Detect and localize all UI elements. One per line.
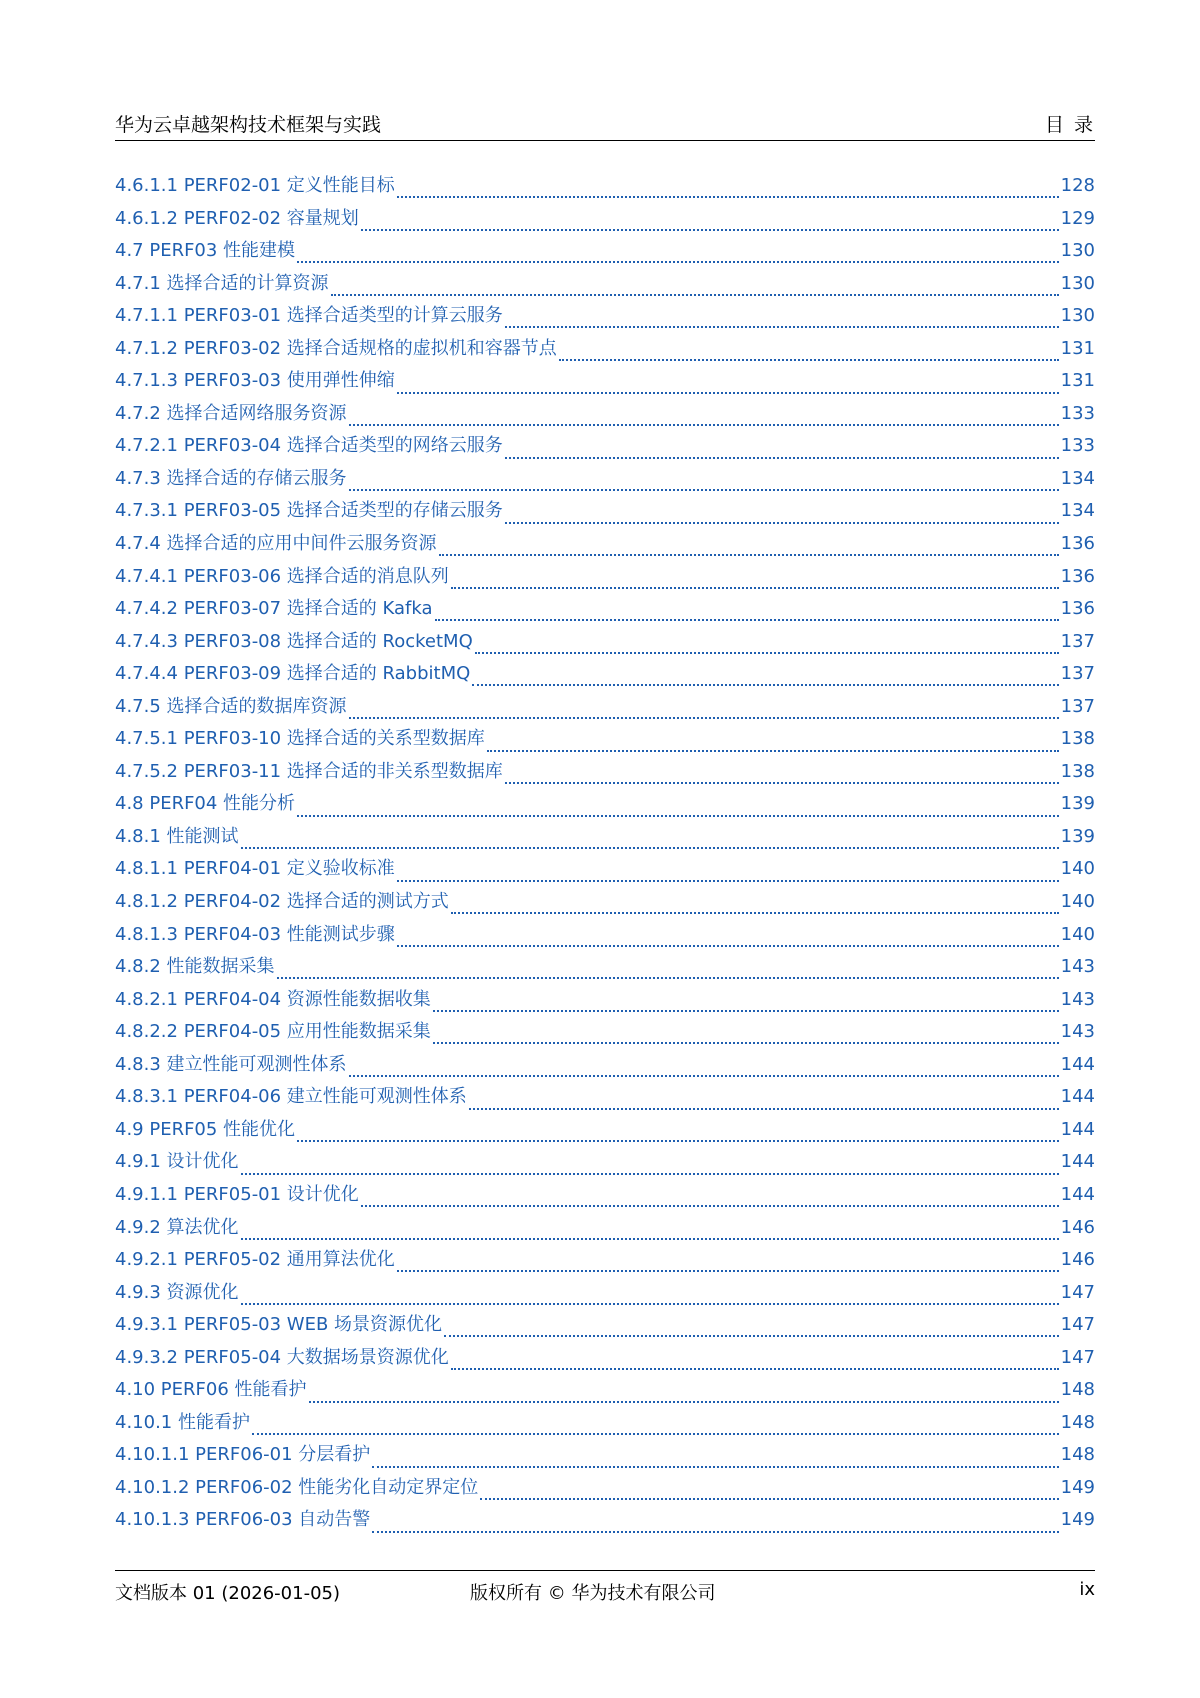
toc-entry-page[interactable]: 149 — [1060, 1509, 1095, 1531]
toc-entry[interactable] — [115, 1179, 1095, 1212]
toc-entry-page[interactable]: 148 — [1060, 1444, 1095, 1466]
toc-entry-title[interactable]: 4.8.3.1 PERF04-06 建立性能可观测性体系 — [115, 1086, 467, 1108]
toc-entry-page[interactable]: 137 — [1060, 630, 1095, 652]
toc-entry[interactable] — [115, 495, 1095, 528]
toc-entry-page[interactable]: 131 — [1060, 337, 1095, 359]
toc-entry[interactable] — [115, 398, 1095, 431]
toc-leader-dots — [487, 744, 1059, 752]
toc-entry[interactable] — [115, 984, 1095, 1017]
toc-leader-dots — [435, 613, 1059, 621]
toc-entry[interactable] — [115, 1277, 1095, 1310]
toc-leader-dots — [397, 939, 1059, 947]
toc-entry[interactable] — [115, 1407, 1095, 1440]
page-number: ix — [1079, 1579, 1095, 1600]
table-of-contents — [115, 170, 1095, 1537]
toc-entry-page[interactable]: 140 — [1060, 923, 1095, 945]
toc-leader-dots — [480, 1492, 1058, 1500]
toc-entry-title[interactable]: 4.7.4.2 PERF03-07 选择合适的 Kafka — [115, 598, 433, 620]
toc-entry-page[interactable]: 129 — [1060, 207, 1095, 229]
toc-entry-title[interactable]: 4.8.2.1 PERF04-04 资源性能数据收集 — [115, 988, 431, 1010]
toc-entry[interactable] — [115, 1504, 1095, 1537]
toc-entry-title[interactable]: 4.10.1 性能看护 — [115, 1411, 250, 1433]
toc-entry-title[interactable]: 4.6.1.2 PERF02-02 容量规划 — [115, 207, 359, 229]
toc-entry[interactable] — [115, 788, 1095, 821]
toc-leader-dots — [469, 1102, 1059, 1110]
toc-entry-title[interactable]: 4.8.1.2 PERF04-02 选择合适的测试方式 — [115, 891, 449, 913]
toc-entry[interactable] — [115, 658, 1095, 691]
toc-entry-title[interactable]: 4.8 PERF04 性能分析 — [115, 793, 296, 815]
toc-entry-title[interactable]: 4.7.4.3 PERF03-08 选择合适的 RocketMQ — [115, 630, 473, 652]
toc-entry-title[interactable]: 4.10 PERF06 性能看护 — [115, 1379, 307, 1401]
toc-entry-page[interactable]: 147 — [1060, 1281, 1095, 1303]
toc-entry-title[interactable]: 4.7.2.1 PERF03-04 选择合适类型的网络云服务 — [115, 435, 503, 457]
toc-entry-title[interactable]: 4.8.1.1 PERF04-01 定义验收标准 — [115, 858, 395, 880]
toc-leader-dots — [361, 223, 1059, 231]
toc-entry-page[interactable]: 137 — [1060, 663, 1095, 685]
toc-entry-title[interactable]: 4.7.5 选择合适的数据库资源 — [115, 695, 347, 717]
toc-entry-title[interactable]: 4.10.1.3 PERF06-03 自动告警 — [115, 1509, 371, 1531]
toc-entry[interactable] — [115, 691, 1095, 724]
toc-entry-title[interactable]: 4.7.5.1 PERF03-10 选择合适的关系型数据库 — [115, 728, 485, 750]
toc-leader-dots — [372, 1525, 1058, 1533]
toc-entry-page[interactable]: 144 — [1060, 1183, 1095, 1205]
toc-entry-page[interactable]: 146 — [1060, 1216, 1095, 1238]
toc-entry-page[interactable]: 134 — [1060, 467, 1095, 489]
toc-entry-title[interactable]: 4.7.1.3 PERF03-03 使用弹性伸缩 — [115, 370, 395, 392]
toc-leader-dots — [241, 841, 1059, 849]
toc-entry-page[interactable]: 139 — [1060, 793, 1095, 815]
document-version: 文档版本 01 (2026-01-05) — [115, 1583, 340, 1604]
toc-leader-dots — [397, 190, 1059, 198]
toc-entry[interactable] — [115, 365, 1095, 398]
toc-entry[interactable] — [115, 1081, 1095, 1114]
toc-entry-title[interactable]: 4.7.4.1 PERF03-06 选择合适的消息队列 — [115, 565, 449, 587]
toc-leader-dots — [331, 288, 1059, 296]
toc-leader-dots — [309, 1395, 1059, 1403]
toc-entry[interactable] — [115, 1309, 1095, 1342]
toc-entry[interactable] — [115, 756, 1095, 789]
page-footer — [115, 1570, 1095, 1611]
toc-entry-title[interactable]: 4.9.3.1 PERF05-03 WEB 场景资源优化 — [115, 1314, 443, 1336]
toc-entry-page[interactable]: 138 — [1060, 760, 1095, 782]
toc-entry-title[interactable]: 4.7.3 选择合适的存储云服务 — [115, 467, 347, 489]
toc-entry[interactable] — [115, 626, 1095, 659]
toc-leader-dots — [241, 1232, 1059, 1240]
toc-entry-title[interactable]: 4.8.2 性能数据采集 — [115, 956, 275, 978]
toc-entry[interactable] — [115, 561, 1095, 594]
toc-entry-title[interactable]: 4.6.1.1 PERF02-01 定义性能目标 — [115, 175, 395, 196]
document-title: 华为云卓越架构技术框架与实践 — [115, 114, 382, 136]
toc-entry-page[interactable]: 136 — [1060, 598, 1095, 620]
toc-entry-page[interactable]: 133 — [1060, 435, 1095, 457]
toc-entry-page[interactable]: 133 — [1060, 402, 1095, 424]
toc-leader-dots — [472, 678, 1058, 686]
page-header — [115, 108, 1095, 141]
toc-entry-title[interactable]: 4.7.2 选择合适网络服务资源 — [115, 402, 347, 424]
toc-entry-page[interactable]: 144 — [1060, 1118, 1095, 1140]
toc-entry-page[interactable]: 144 — [1060, 1086, 1095, 1108]
toc-entry[interactable] — [115, 853, 1095, 886]
toc-entry[interactable] — [115, 919, 1095, 952]
toc-entry-title[interactable]: 4.9.3 资源优化 — [115, 1281, 239, 1303]
toc-entry[interactable] — [115, 886, 1095, 919]
toc-entry-page[interactable]: 140 — [1060, 891, 1095, 913]
toc-entry[interactable] — [115, 1016, 1095, 1049]
toc-entry[interactable] — [115, 333, 1095, 366]
toc-entry-title[interactable]: 4.9.2.1 PERF05-02 通用算法优化 — [115, 1249, 395, 1271]
toc-leader-dots — [372, 1460, 1058, 1468]
toc-entry[interactable] — [115, 723, 1095, 756]
toc-entry[interactable] — [115, 1146, 1095, 1179]
toc-leader-dots — [505, 451, 1059, 459]
toc-leader-dots — [241, 1167, 1059, 1175]
toc-entry-title[interactable]: 4.7.4.4 PERF03-09 选择合适的 RabbitMQ — [115, 663, 471, 685]
toc-entry-page[interactable]: 147 — [1060, 1314, 1095, 1336]
toc-entry-page[interactable]: 137 — [1060, 695, 1095, 717]
toc-entry-page[interactable]: 143 — [1060, 1021, 1095, 1043]
toc-entry-title[interactable]: 4.8.2.2 PERF04-05 应用性能数据采集 — [115, 1021, 431, 1043]
toc-entry-page[interactable]: 138 — [1060, 728, 1095, 750]
toc-entry-page[interactable]: 136 — [1060, 533, 1095, 555]
toc-entry-page[interactable]: 128 — [1060, 175, 1095, 196]
toc-entry-title[interactable]: 4.7.1 选择合适的计算资源 — [115, 272, 329, 294]
toc-entry-page[interactable]: 136 — [1060, 565, 1095, 587]
toc-entry[interactable] — [115, 203, 1095, 236]
toc-leader-dots — [297, 1134, 1059, 1142]
toc-leader-dots — [397, 1264, 1059, 1272]
toc-entry[interactable] — [115, 1114, 1095, 1147]
toc-entry[interactable] — [115, 268, 1095, 301]
toc-leader-dots — [397, 874, 1059, 882]
toc-entry[interactable] — [115, 951, 1095, 984]
toc-entry-title[interactable]: 4.9.1 设计优化 — [115, 1151, 239, 1173]
toc-leader-dots — [559, 353, 1059, 361]
toc-entry[interactable] — [115, 430, 1095, 463]
toc-leader-dots — [241, 1297, 1059, 1305]
toc-entry-page[interactable]: 143 — [1060, 956, 1095, 978]
toc-leader-dots — [297, 809, 1059, 817]
toc-entry-title[interactable]: 4.8.1 性能测试 — [115, 825, 239, 847]
toc-entry[interactable] — [115, 170, 1095, 203]
toc-entry-title[interactable]: 4.7.1.1 PERF03-01 选择合适类型的计算云服务 — [115, 305, 503, 327]
toc-leader-dots — [505, 516, 1059, 524]
toc-leader-dots — [349, 711, 1059, 719]
toc-entry[interactable] — [115, 821, 1095, 854]
toc-entry[interactable] — [115, 1439, 1095, 1472]
toc-entry-page[interactable]: 139 — [1060, 825, 1095, 847]
toc-entry-title[interactable]: 4.8.1.3 PERF04-03 性能测试步骤 — [115, 923, 395, 945]
toc-entry-title[interactable]: 4.7 PERF03 性能建模 — [115, 240, 296, 262]
toc-entry-title[interactable]: 4.10.1.1 PERF06-01 分层看护 — [115, 1444, 371, 1466]
toc-entry[interactable] — [115, 593, 1095, 626]
toc-entry-page[interactable]: 140 — [1060, 858, 1095, 880]
toc-entry-page[interactable]: 131 — [1060, 370, 1095, 392]
toc-entry-title[interactable]: 4.10.1.2 PERF06-02 性能劣化自动定界定位 — [115, 1476, 479, 1498]
toc-entry[interactable] — [115, 528, 1095, 561]
toc-leader-dots — [451, 906, 1059, 914]
toc-entry[interactable] — [115, 300, 1095, 333]
toc-leader-dots — [433, 1004, 1059, 1012]
toc-entry-title[interactable]: 4.9.3.2 PERF05-04 大数据场景资源优化 — [115, 1346, 449, 1368]
toc-leader-dots — [475, 646, 1059, 654]
toc-entry-title[interactable]: 4.7.3.1 PERF03-05 选择合适类型的存储云服务 — [115, 500, 503, 522]
toc-entry-page[interactable]: 148 — [1060, 1411, 1095, 1433]
toc-leader-dots — [277, 971, 1059, 979]
toc-leader-dots — [505, 320, 1059, 328]
toc-leader-dots — [433, 1036, 1059, 1044]
toc-entry-page[interactable]: 149 — [1060, 1476, 1095, 1498]
toc-entry-page[interactable]: 130 — [1060, 305, 1095, 327]
toc-leader-dots — [451, 1362, 1059, 1370]
toc-entry-title[interactable]: 4.7.4 选择合适的应用中间件云服务资源 — [115, 533, 437, 555]
section-title: 目 录 — [1044, 114, 1095, 136]
toc-leader-dots — [505, 776, 1059, 784]
toc-entry-title[interactable]: 4.7.5.2 PERF03-11 选择合适的非关系型数据库 — [115, 760, 503, 782]
toc-entry[interactable] — [115, 1212, 1095, 1245]
toc-entry-title[interactable]: 4.9.1.1 PERF05-01 设计优化 — [115, 1183, 359, 1205]
toc-leader-dots — [397, 386, 1059, 394]
toc-entry-page[interactable]: 143 — [1060, 988, 1095, 1010]
toc-leader-dots — [349, 1069, 1059, 1077]
toc-entry-title[interactable]: 4.8.3 建立性能可观测性体系 — [115, 1053, 347, 1075]
toc-entry[interactable] — [115, 463, 1095, 496]
toc-leader-dots — [297, 255, 1059, 263]
toc-entry[interactable] — [115, 1342, 1095, 1375]
toc-entry-title[interactable]: 4.9.2 算法优化 — [115, 1216, 239, 1238]
toc-entry[interactable] — [115, 235, 1095, 268]
toc-leader-dots — [252, 1427, 1059, 1435]
toc-leader-dots — [349, 483, 1059, 491]
toc-leader-dots — [451, 581, 1059, 589]
toc-entry[interactable] — [115, 1374, 1095, 1407]
toc-entry-page[interactable]: 130 — [1060, 240, 1095, 262]
toc-leader-dots — [444, 1329, 1059, 1337]
toc-entry[interactable] — [115, 1049, 1095, 1082]
toc-entry-title[interactable]: 4.7.1.2 PERF03-02 选择合适规格的虚拟机和容器节点 — [115, 337, 557, 359]
toc-leader-dots — [349, 418, 1059, 426]
toc-entry[interactable] — [115, 1472, 1095, 1505]
toc-entry-page[interactable]: 144 — [1060, 1151, 1095, 1173]
copyright-notice: 版权所有 © 华为技术有限公司 — [470, 1583, 716, 1604]
toc-entry-page[interactable]: 144 — [1060, 1053, 1095, 1075]
toc-entry-page[interactable]: 147 — [1060, 1346, 1095, 1368]
toc-leader-dots — [439, 548, 1059, 556]
toc-leader-dots — [361, 1199, 1059, 1207]
toc-entry[interactable] — [115, 1244, 1095, 1277]
toc-entry-page[interactable]: 148 — [1060, 1379, 1095, 1401]
toc-entry-page[interactable]: 130 — [1060, 272, 1095, 294]
toc-entry-page[interactable]: 134 — [1060, 500, 1095, 522]
toc-entry-page[interactable]: 146 — [1060, 1249, 1095, 1271]
toc-entry-title[interactable]: 4.9 PERF05 性能优化 — [115, 1118, 296, 1140]
